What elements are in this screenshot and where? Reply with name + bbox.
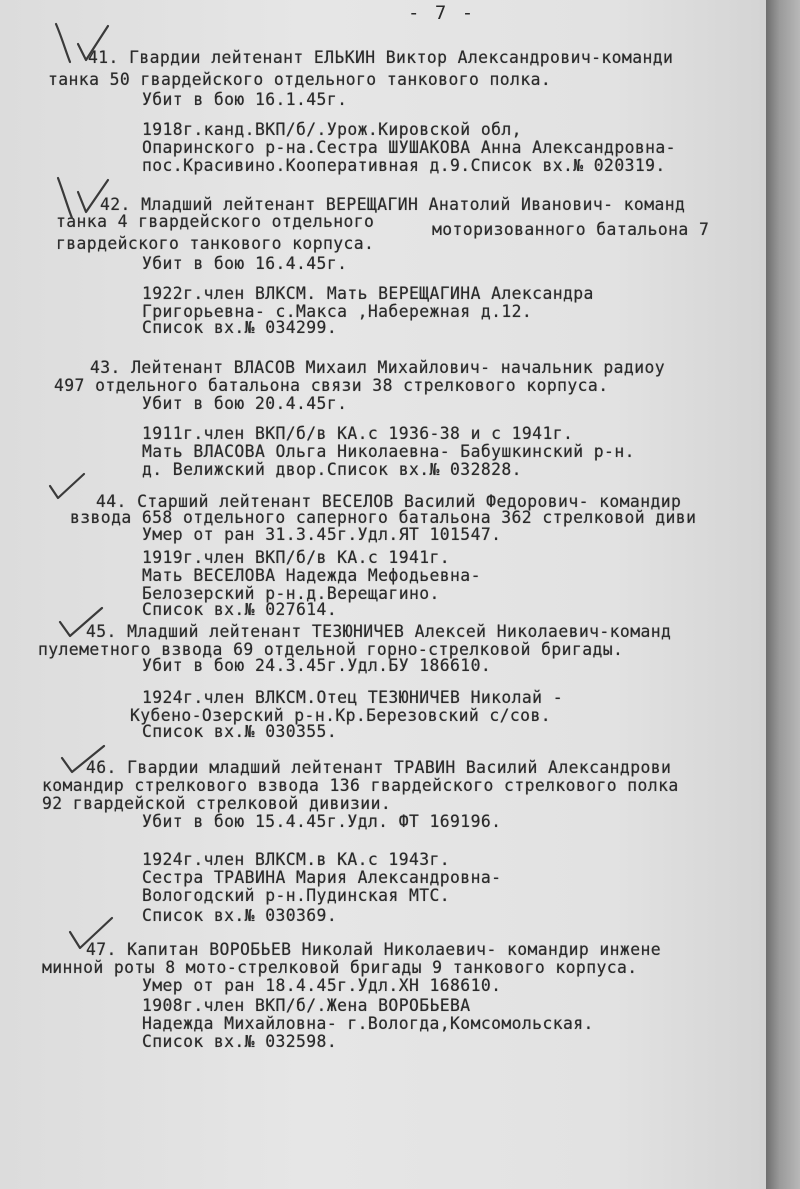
entry-45-bio: 1924г.член ВЛКСМ.Отец ТЕЗЮНИЧЕВ Николай - [142, 688, 563, 707]
entry-46-bio: 1924г.член ВЛКСМ.в КА.с 1943г. [142, 850, 451, 869]
page-number: - 7 - [408, 2, 476, 24]
entry-45-list: Список вх.№ 030355. [142, 722, 338, 741]
entry-45-head: 45. Младший лейтенант ТЕЗЮНИЧЕВ Алексей Николаевич-команд [86, 622, 672, 641]
entry-45-address: Кубено-Озерский р-н.Кр.Березовский с/сов. [130, 706, 551, 725]
entry-46-unit-a: командир стрелкового взвода 136 гвардейского стрелкового полка [42, 776, 679, 795]
entry-42-head: 42. Младший лейтенант ВЕРЕЩАГИН Анатолий Иванович- команд [100, 195, 686, 214]
entry-45-death: Убит в бою 24.3.45г.Удл.БУ 186610. [142, 656, 492, 675]
entry-42-bio: 1922г.член ВЛКСМ. Мать ВЕРЕЩАГИНА Александра [142, 284, 594, 303]
entry-41-unit: танка 50 гвардейского отдельного танкового полка. [48, 70, 552, 89]
page-edge [766, 0, 800, 1189]
entry-42-unit-c: гвардейского танкового корпуса. [56, 234, 375, 253]
entry-42-address: Григорьевна- с.Макса ,Набережная д.12. [142, 302, 533, 321]
entry-46-relative: Сестра ТРАВИНА Мария Александровна- [142, 868, 502, 887]
entry-47-relative: Надежда Михайловна- г.Вологда,Комсомольская. [142, 1014, 594, 1033]
entry-44-address: Белозерский р-н.д.Верещагино. [142, 584, 440, 603]
entry-41-relative: Опаринского р-на.Сестра ШУШАКОВА Анна Александровна- [142, 138, 676, 157]
entry-44-relative: Мать ВЕСЕЛОВА Надежда Мефодьевна- [142, 566, 481, 585]
entry-41-death: Убит в бою 16.1.45г. [142, 90, 348, 109]
entry-42-death: Убит в бою 16.4.45г. [142, 254, 348, 273]
entry-44-head: 44. Старший лейтенант ВЕСЕЛОВ Василий Федорович- командир [96, 492, 682, 511]
entry-43-bio: 1911г.член ВКП/б/в КА.с 1936-38 и с 1941г. [142, 424, 574, 443]
entry-43-relative: Мать ВЛАСОВА Ольга Николаевна- Бабушкинский р-н. [142, 442, 635, 461]
entry-46-death: Убит в бою 15.4.45г.Удл. ФТ 169196. [142, 812, 502, 831]
entry-47-death: Умер от ран 18.4.45г.Удл.ХН 168610. [142, 976, 502, 995]
entry-47-unit: минной роты 8 мото-стрелковой бригады 9 танкового корпуса. [42, 958, 638, 977]
entry-44-death: Умер от ран 31.3.45г.Удл.ЯТ 101547. [142, 525, 502, 544]
entry-46-list: Список вх.№ 030369. [142, 906, 338, 925]
check-mark-icon [44, 468, 94, 504]
entry-41-head: 41. Гвардии лейтенант ЕЛЬКИН Виктор Александрович-команди [88, 48, 674, 67]
entry-47-list: Список вх.№ 032598. [142, 1032, 338, 1051]
entry-46-head: 46. Гвардии младший лейтенант ТРАВИН Василий Александрови [86, 758, 672, 777]
entry-43-death: Убит в бою 20.4.45г. [142, 394, 348, 413]
entry-41-address: пос.Красивино.Кооперативная д.9.Список вх.№ 020319. [142, 156, 666, 175]
entry-43-unit: 497 отдельного батальона связи 38 стрелкового корпуса. [54, 376, 609, 395]
entry-46-unit-b: 92 гвардейской стрелковой дивизии. [42, 794, 392, 813]
entry-43-address: д. Велижский двор.Список вх.№ 032828. [142, 460, 522, 479]
entry-45-unit: пулеметного взвода 69 отдельной горно-стрелковой бригады. [38, 640, 624, 659]
entry-47-bio: 1908г.член ВКП/б/.Жена ВОРОБЬЕВА [142, 996, 471, 1015]
entry-46-address: Вологодский р-н.Пудинская МТС. [142, 886, 451, 905]
entry-47-head: 47. Капитан ВОРОБЬЕВ Николай Николаевич- командир инжене [86, 940, 662, 959]
entry-42-unit-a: танка 4 гвардейского отдельного [56, 212, 375, 231]
entry-44-unit: взвода 658 отдельного саперного батальона 362 стрелковой диви [70, 508, 697, 527]
entry-42-list: Список вх.№ 034299. [142, 318, 338, 337]
entry-43-head: 43. Лейтенант ВЛАСОВ Михаил Михайлович- начальник радиоу [90, 358, 666, 377]
entry-41-bio: 1918г.канд.ВКП/б/.Урож.Кировской обл, [142, 120, 522, 139]
entry-42-unit-b: моторизованного батальона 7 [432, 220, 710, 239]
entry-44-bio: 1919г.член ВКП/б/в КА.с 1941г. [142, 548, 451, 567]
entry-44-list: Список вх.№ 027614. [142, 600, 338, 619]
